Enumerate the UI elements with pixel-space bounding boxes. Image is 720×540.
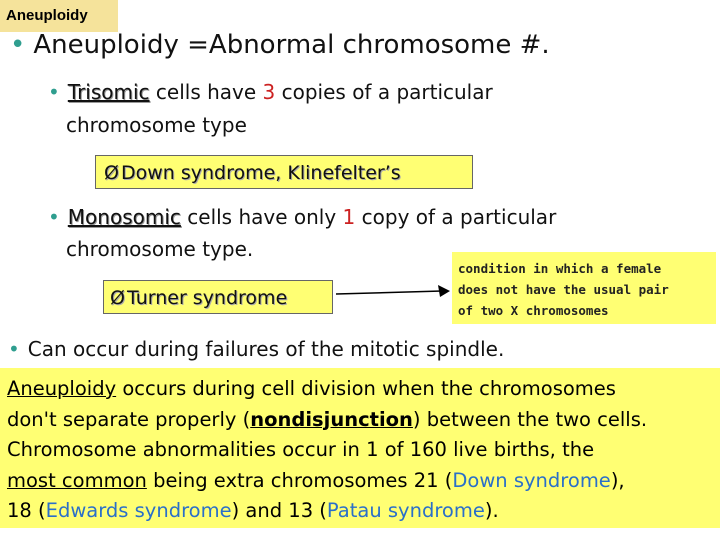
arrow-bullet-icon: Ø <box>110 287 125 309</box>
definition-box <box>452 252 716 324</box>
bullet-dot-icon: • <box>48 80 60 104</box>
info-text: ). <box>484 499 499 522</box>
monosomic-pre: cells have only <box>180 205 343 229</box>
turner-syndrome-box <box>103 280 333 314</box>
spindle-text: Can occur during failures of the mitotic spindle. <box>27 337 505 361</box>
info-text: don't separate properly ( <box>7 407 251 431</box>
trisomic-line2: chromosome type <box>66 113 247 137</box>
bullet-dot-icon: • <box>8 337 20 361</box>
main-term: Aneuploidy <box>33 30 179 60</box>
down-syndrome-box <box>95 155 473 189</box>
pointer-arrow-icon <box>334 280 452 304</box>
edwards-syndrome-term: Edwards syndrome <box>45 499 232 522</box>
definition-line-2: does not have the usual pair <box>458 282 669 297</box>
monosomic-term: Monosomic <box>67 205 181 229</box>
definition-line-1: condition in which a female <box>458 261 662 276</box>
info-line-5 <box>7 496 720 527</box>
definition-line-3: of two X chromosomes <box>458 303 609 318</box>
patau-syndrome-term: Patau syndrome <box>326 499 485 522</box>
trisomic-pre: cells have <box>149 80 263 104</box>
main-definition: Abnormal chromosome #. <box>208 30 550 60</box>
slide-tag: Aneuploidy <box>0 0 118 32</box>
arrow-bullet-icon: Ø <box>104 162 119 184</box>
bullet-dot-icon: • <box>10 30 26 60</box>
info-text: ) and 13 ( <box>231 499 327 522</box>
down-box-text: Down syndrome, Klinefelter’s <box>120 162 401 184</box>
info-line-3 <box>7 435 720 466</box>
monosomic-bullet <box>48 205 556 229</box>
info-box <box>0 368 720 528</box>
info-term: Aneuploidy <box>7 377 117 400</box>
main-equals: = <box>178 30 209 60</box>
info-text: ), <box>610 468 625 492</box>
bullet-dot-icon: • <box>48 205 60 229</box>
main-bullet <box>10 30 550 60</box>
spindle-bullet <box>8 337 504 361</box>
turner-box-text: Turner syndrome <box>126 287 288 309</box>
info-text: Chromosome abnormalities occur in 1 of 160 live births, the <box>7 438 595 461</box>
monosomic-line2: chromosome type. <box>66 237 254 261</box>
info-line-4 <box>7 466 720 497</box>
monosomic-count: 1 <box>342 205 356 229</box>
monosomic-post: copy of a particular <box>355 205 557 229</box>
trisomic-bullet <box>48 80 493 104</box>
down-syndrome-term: Down syndrome <box>452 468 611 492</box>
trisomic-term: Trisomic <box>67 80 150 104</box>
info-line-2 <box>7 405 720 436</box>
trisomic-post: copies of a particular <box>275 80 493 104</box>
info-text: being extra chromosomes 21 ( <box>146 468 453 492</box>
info-text: 18 ( <box>7 499 46 522</box>
info-text: ) between the two cells. <box>412 407 648 431</box>
info-text: occurs during cell division when the chromosomes <box>116 377 616 400</box>
info-line-1 <box>7 374 720 405</box>
nondisjunction-term: nondisjunction <box>250 407 413 431</box>
most-common-term: most common <box>7 468 147 492</box>
trisomic-count: 3 <box>262 80 276 104</box>
